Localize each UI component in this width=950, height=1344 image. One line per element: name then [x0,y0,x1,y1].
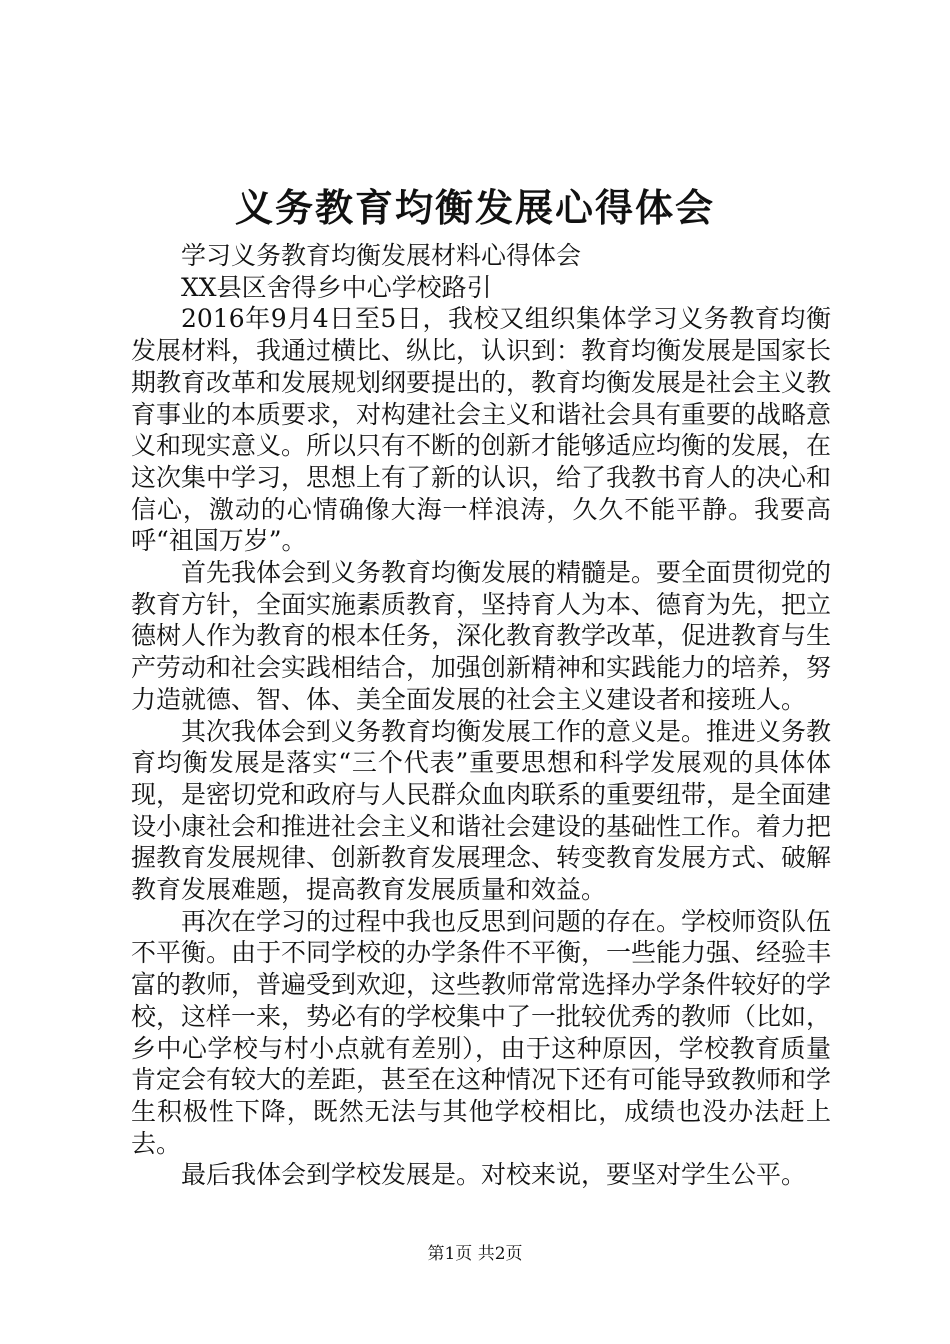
document-body [131,240,831,1191]
page-footer: 第1页 共2页 [427,1244,523,1264]
paragraph: 首先我体会到义务教育均衡发展的精髓是。要全面贯彻党的教育方针，全面实施素质教育，坚持育人为本、德育为先，把立德树人作为教育的根本任务，深化教育教学改革，促进教育与生产劳动和社会实践相结合，加强创新精神和实践能力的培养，努力造就德、智、体、美全面发展的社会主义建设者和接班人。 [131,558,832,714]
paragraph: 其次我体会到义务教育均衡发展工作的意义是。推进义务教育均衡发展是落实“三个代表”重要思想和科学发展观的具体体现，是密切党和政府与人民群众血肉联系的重要纽带，是全面建设小康社会和推进社会主义和谐社会建设的基础性工作。着力把握教育发展规律、创新教育发展理念、转变教育发展方式、破解教育发展难题，提高教育发展质量和效益。 [131,716,832,905]
paragraph: 2016年9月4日至5日，我校又组织集体学习义务教育均衡发展材料，我通过横比、纵比，认识到：教育均衡发展是国家长期教育改革和发展规划纲要提出的，教育均衡发展是社会主义教育事业的本质要求，对构建社会主义和谐社会具有重要的战略意义和现实意义。所以只有不断的创新才能够适应均衡的发展，在这次集中学习，思想上有了新的认识，给了我教书育人的决心和信心，激动的心情确像大海一样浪涛，久久不能平静。我要高呼“祖国万岁”。 [131,304,832,556]
document-title: 义务教育均衡发展心得体会 [234,185,715,230]
paragraph: 最后我体会到学校发展是。对校来说，要坚对学生公平。 [181,1160,807,1190]
author-line: XX县区舍得乡中心学校路引 [181,272,492,302]
paragraph: 再次在学习的过程中我也反思到问题的存在。学校师资队伍不平衡。由于不同学校的办学条件不平衡，一些能力强、经验丰富的教师，普遍受到欢迎，这些教师常常选择办学条件较好的学校，这样一来，势必有的学校集中了一批较优秀的教师（比如，乡中心学校与村小点就有差别），由于这种原因，学校教育质量肯定会有较大的差距，甚至在这种情况下还有可能导致教师和学生积极性下降，既然无法与其他学校相比，成绩也没办法赶上去。 [131,906,832,1158]
subtitle-line: 学习义务教育均衡发展材料心得体会 [181,241,582,270]
